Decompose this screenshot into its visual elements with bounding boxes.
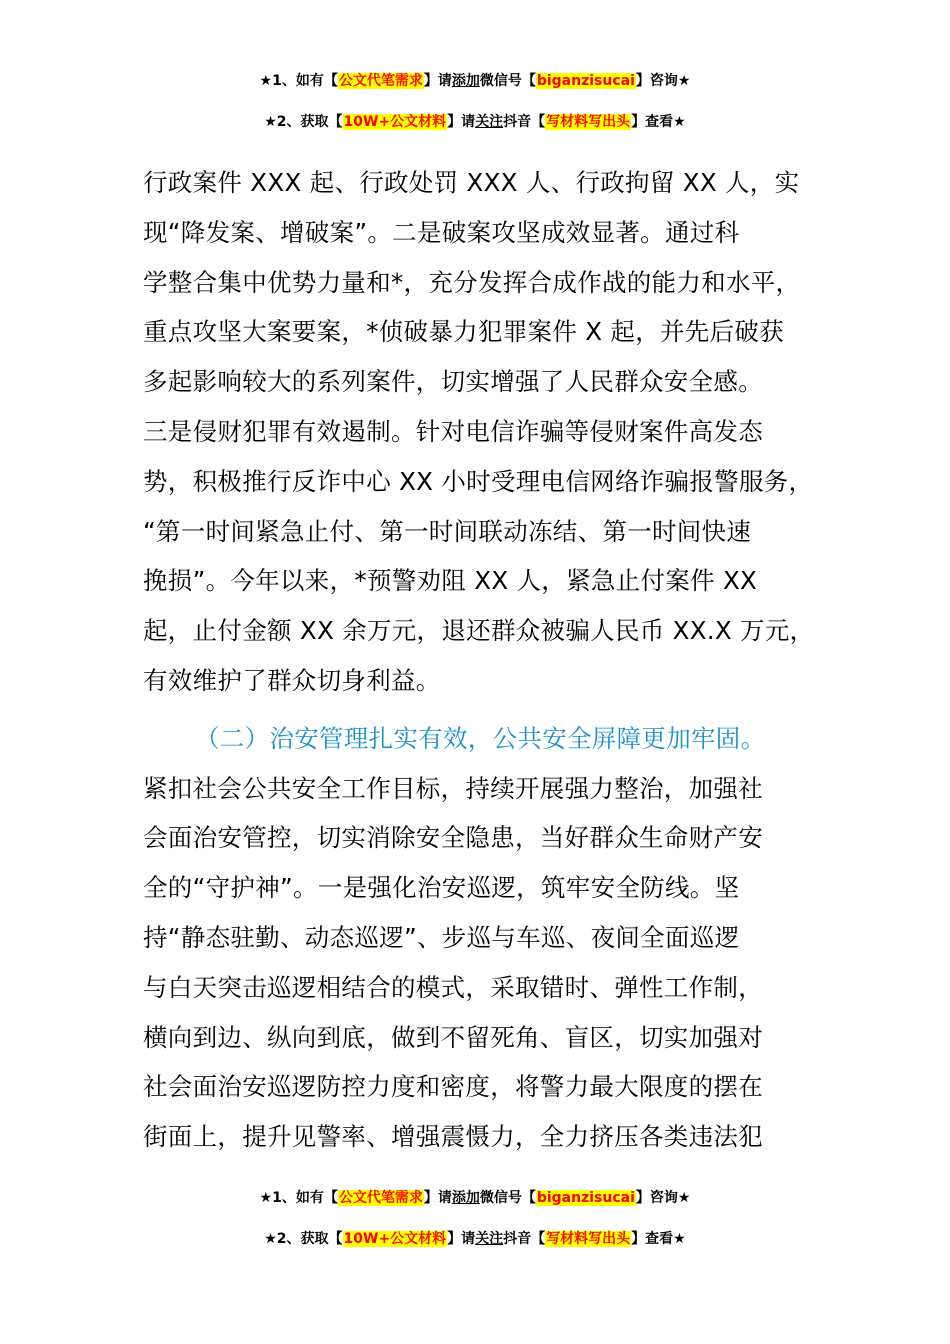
document-body <box>143 158 833 1162</box>
banner-text: 】请 <box>447 1231 476 1247</box>
underlined-text: 关注 <box>475 1231 504 1247</box>
body-line: 行政案件 XXX 起、行政处罚 XXX 人、行政拘留 XX 人，实 <box>143 168 800 197</box>
bottom-banner-line-2 <box>0 1228 950 1250</box>
banner-text: 】查看★ <box>631 114 686 130</box>
body-line: 与白天突击巡逻相结合的模式，采取错时、弹性工作制， <box>143 972 763 1002</box>
top-banner-line-2 <box>0 111 950 133</box>
highlight-wechat-id: biganzisucai <box>536 73 635 89</box>
body-line: 现“降发案、增破案”。二是破案攻坚成效显著。通过科 <box>143 217 740 247</box>
body-line: 势，积极推行反诈中心 XX 小时受理电信网络诈骗报警服务， <box>143 466 814 496</box>
highlight-douyin: 写材料写出头 <box>546 1231 631 1247</box>
highlight-materials: 10W+公文材料 <box>343 114 447 130</box>
body-line: “第一时间紧急止付、第一时间联动冻结、第一时间快速 <box>143 516 752 546</box>
highlight-ghostwriting: 公文代笔需求 <box>338 73 423 89</box>
banner-text: 】咨询★ <box>635 1190 691 1206</box>
banner-text: 】请 <box>423 73 452 89</box>
body-line: 多起影响较大的系列案件，切实增强了人民群众安全感。 <box>143 367 763 397</box>
banner-text: ★2、获取【 <box>264 1231 343 1247</box>
body-line: 三是侵财犯罪有效遏制。针对电信诈骗等侵财案件高发态 <box>143 416 763 446</box>
top-banner-line-1 <box>0 70 950 92</box>
body-line: 挽损”。今年以来，*预警劝阻 XX 人，紧急止付案件 XX <box>143 566 758 596</box>
banner-text: 抖音【 <box>503 1231 546 1247</box>
underlined-text: 添加 <box>451 1190 480 1206</box>
bottom-banner-line-1 <box>0 1187 950 1209</box>
banner-text: 】咨询★ <box>635 73 691 89</box>
body-line: 社会面治安巡逻防控力度和密度，将警力最大限度的摆在 <box>143 1072 763 1102</box>
underlined-text: 关注 <box>475 114 504 130</box>
body-line: 有效维护了群众切身利益。 <box>143 665 441 695</box>
underlined-text: 添加 <box>451 73 480 89</box>
banner-text: 】请 <box>423 1190 452 1206</box>
banner-text: 微信号【 <box>479 1190 536 1206</box>
section-heading: （二）治安管理扎实有效，公共安全屏障更加牢固。 <box>195 723 766 753</box>
banner-text: 】请 <box>447 114 476 130</box>
banner-text: ★1、如有【 <box>259 73 338 89</box>
highlight-douyin: 写材料写出头 <box>546 114 631 130</box>
highlight-materials: 10W+公文材料 <box>343 1231 447 1247</box>
body-line: 紧扣社会公共安全工作目标，持续开展强力整治，加强社 <box>143 773 763 803</box>
highlight-wechat-id: biganzisucai <box>536 1190 635 1206</box>
banner-text: 】查看★ <box>631 1231 686 1247</box>
body-line: 横向到边、纵向到底，做到不留死角、盲区，切实加强对 <box>143 1022 763 1052</box>
banner-text: 抖音【 <box>503 114 546 130</box>
body-line: 全的“守护神”。一是强化治安巡逻，筑牢安全防线。坚 <box>143 873 740 903</box>
body-line: 起，止付金额 XX 余万元，退还群众被骗人民币 XX.X 万元， <box>143 616 815 646</box>
banner-text: ★1、如有【 <box>259 1190 338 1206</box>
highlight-ghostwriting: 公文代笔需求 <box>338 1190 423 1206</box>
body-line: 重点攻坚大案要案，*侦破暴力犯罪案件 X 起，并先后破获 <box>143 317 785 347</box>
banner-text: ★2、获取【 <box>264 114 343 130</box>
body-line: 街面上，提升见警率、增强震慑力，全力挤压各类违法犯 <box>143 1122 763 1152</box>
body-line: 持“静态驻勤、动态巡逻”、步巡与车巡、夜间全面巡逻 <box>143 922 740 952</box>
body-line: 会面治安管控，切实消除安全隐患，当好群众生命财产安 <box>143 823 763 853</box>
banner-text: 微信号【 <box>479 73 536 89</box>
body-line: 学整合集中优势力量和*，充分发挥合成作战的能力和水平， <box>143 267 801 297</box>
